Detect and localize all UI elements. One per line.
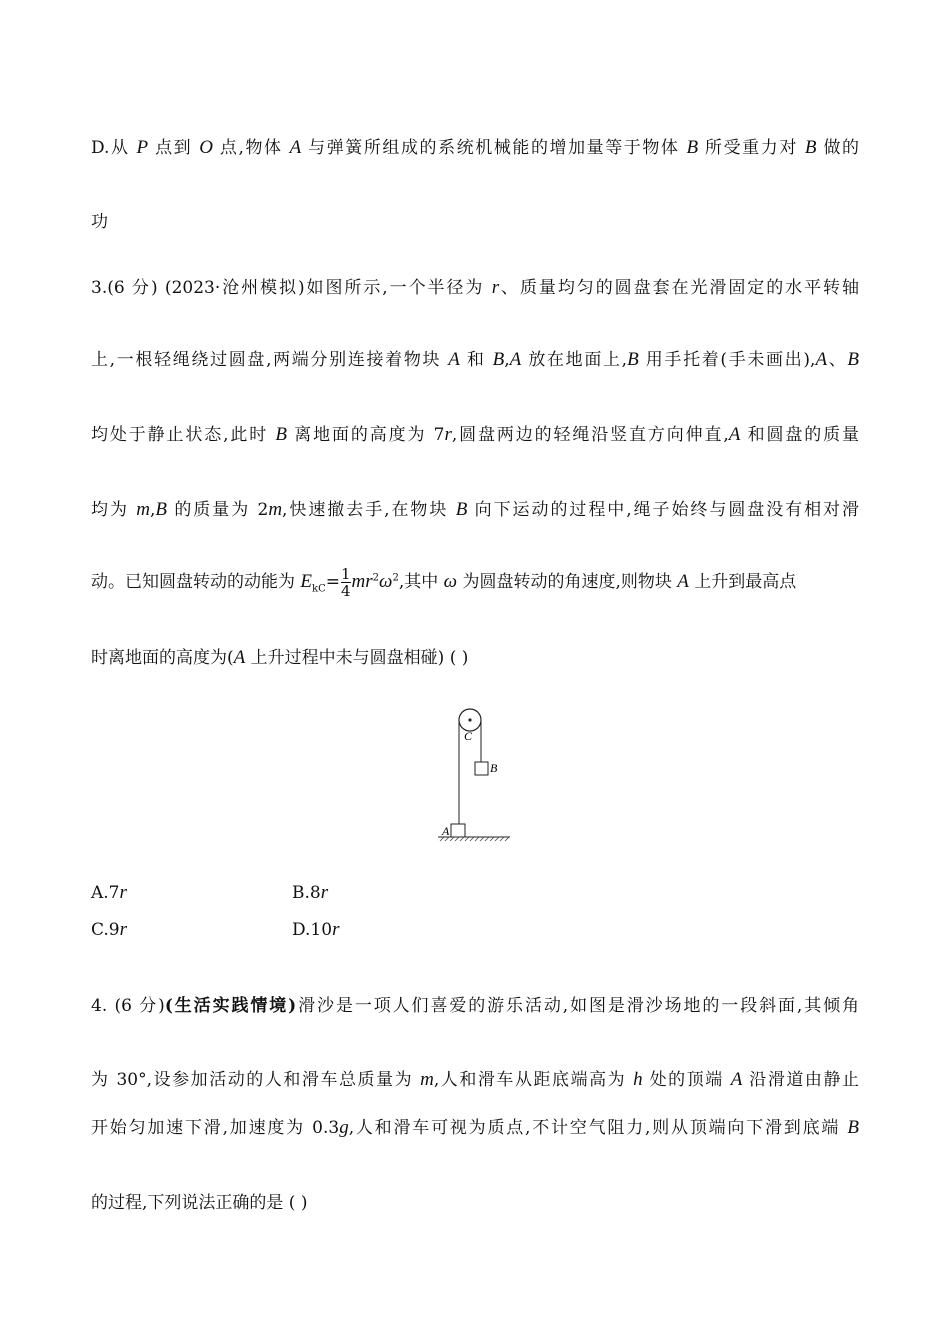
- option-key: D.10: [292, 920, 333, 940]
- q3-line6: [91, 646, 859, 670]
- q4-line4: 的过程,下列说法正确的是 ( ): [91, 1193, 308, 1213]
- ground-hatch: [440, 837, 509, 841]
- text: ,人和滑车可视为质点,不计空气阻力,则从顶端向下滑到底端: [348, 1118, 848, 1138]
- var: A: [677, 571, 689, 592]
- q4-line3: [91, 1116, 859, 1140]
- text: ,快速撤去手,在物块: [282, 500, 456, 520]
- text: 点到: [148, 138, 200, 158]
- pulley-axle: [468, 718, 471, 721]
- option-d[interactable]: [292, 918, 339, 942]
- var: mr: [351, 571, 373, 592]
- var: B: [627, 349, 639, 370]
- block-b: [475, 762, 488, 775]
- text: 沿滑道由静止: [742, 1070, 860, 1090]
- q3-line5: [91, 566, 859, 601]
- label-b: B: [490, 761, 498, 775]
- text: =: [325, 572, 340, 592]
- subscript: kC: [312, 583, 326, 595]
- var: A: [509, 349, 522, 370]
- var: O: [199, 137, 213, 158]
- var: B: [492, 349, 505, 370]
- text: 均为: [91, 500, 137, 520]
- block-a: [451, 824, 465, 837]
- text: 所受重力对: [698, 138, 805, 158]
- pulley-diagram: [430, 700, 520, 850]
- q2-option-d-line2: 功: [91, 212, 108, 232]
- denominator: 4: [340, 582, 351, 600]
- text: 与弹簧所组成的系统机械能的增加量等于物体: [301, 138, 687, 158]
- var: r: [119, 919, 128, 940]
- option-key: C.9: [91, 920, 120, 940]
- var: B: [275, 424, 287, 445]
- text: ,人和滑车从距底端高为: [433, 1070, 634, 1090]
- option-key: B.8: [292, 883, 321, 903]
- text: ,圆盘两边的轻绳沿竖直方向伸直,: [451, 425, 729, 445]
- var: A: [730, 1069, 743, 1090]
- var: r: [332, 919, 340, 940]
- text: 滑沙是一项人们喜爱的游乐活动,如图是滑沙场地的一段斜面,其倾角: [296, 996, 860, 1016]
- text: 动。已知圆盘转动的动能为: [91, 572, 301, 592]
- text: ,其中: [398, 572, 444, 592]
- context-tag: (生活实践情境): [164, 996, 297, 1016]
- text: 点,物体: [212, 138, 290, 158]
- text: 时离地面的高度为(: [91, 648, 234, 668]
- var: r: [491, 277, 500, 298]
- text: 的质量为 2: [167, 500, 269, 520]
- var: h: [633, 1069, 643, 1090]
- text: ,: [149, 500, 156, 520]
- q3-line1: [91, 276, 859, 300]
- q2-option-d-line1[interactable]: [91, 136, 859, 160]
- text: 均处于静止状态,此时: [91, 425, 276, 445]
- var: A: [233, 647, 246, 668]
- var: B: [847, 1117, 859, 1138]
- text: 、: [827, 350, 848, 370]
- option-key: A.7: [91, 883, 120, 903]
- text: 做的: [816, 138, 860, 158]
- text: 为圆盘转动的角速度,则物块: [457, 572, 678, 592]
- option-a[interactable]: [91, 881, 127, 905]
- superscript: 2: [392, 572, 399, 584]
- text: 开始匀加速下滑,加速度为 0.3: [91, 1118, 340, 1138]
- var: A: [289, 137, 302, 158]
- var: E: [300, 571, 313, 592]
- fraction: [341, 566, 351, 599]
- var: B: [155, 499, 167, 520]
- var: m: [420, 1069, 434, 1090]
- text: 处的顶端: [642, 1070, 731, 1090]
- text: 用手托着(手未画出),: [638, 350, 816, 370]
- text: 4. (6 分): [91, 996, 165, 1016]
- var: m: [268, 499, 283, 520]
- var: m: [136, 499, 150, 520]
- q3-line4: [91, 498, 859, 522]
- text: 向下运动的过程中,绳子始终与圆盘没有相对滑: [467, 500, 859, 520]
- var: B: [847, 349, 859, 370]
- text: 放在地面上,: [521, 350, 628, 370]
- text: 和圆盘的质量: [740, 425, 859, 445]
- text: ,: [504, 350, 510, 370]
- var: A: [448, 349, 460, 370]
- var: r: [320, 882, 329, 903]
- var: A: [815, 349, 828, 370]
- numerator: 1: [340, 565, 351, 583]
- option-c[interactable]: [91, 918, 127, 942]
- text: 、质量均匀的圆盘套在光滑固定的水平转轴: [499, 278, 859, 298]
- var: ω: [379, 571, 393, 592]
- text: 上升到最高点: [688, 572, 797, 592]
- text: D.从: [91, 138, 137, 158]
- superscript: 2: [372, 572, 380, 584]
- var: g: [339, 1117, 349, 1138]
- text: 离地面的高度为 7: [287, 425, 445, 445]
- option-b[interactable]: [292, 881, 328, 905]
- var: r: [444, 424, 452, 445]
- text: 3.(6 分) (2023·沧州模拟)如图所示,一个半径为: [91, 278, 492, 298]
- label-c: C: [464, 729, 473, 743]
- q4-line1: [91, 994, 859, 1018]
- var: B: [804, 137, 817, 158]
- text: 上升过程中未与圆盘相碰) ( ): [245, 648, 469, 668]
- text: 上,一根轻绳绕过圆盘,两端分别连接着物块: [91, 350, 449, 370]
- label-a: A: [442, 824, 450, 838]
- text: 和: [459, 350, 493, 370]
- q3-line2: [91, 348, 859, 372]
- var: r: [119, 882, 127, 903]
- q3-line3: [91, 423, 859, 447]
- var: A: [728, 424, 741, 445]
- text: 为 30°,设参加活动的人和滑车总质量为: [91, 1070, 421, 1090]
- var: B: [686, 137, 699, 158]
- q4-line2: [91, 1068, 859, 1092]
- var: B: [455, 499, 468, 520]
- var: ω: [443, 571, 458, 592]
- var: P: [136, 137, 149, 158]
